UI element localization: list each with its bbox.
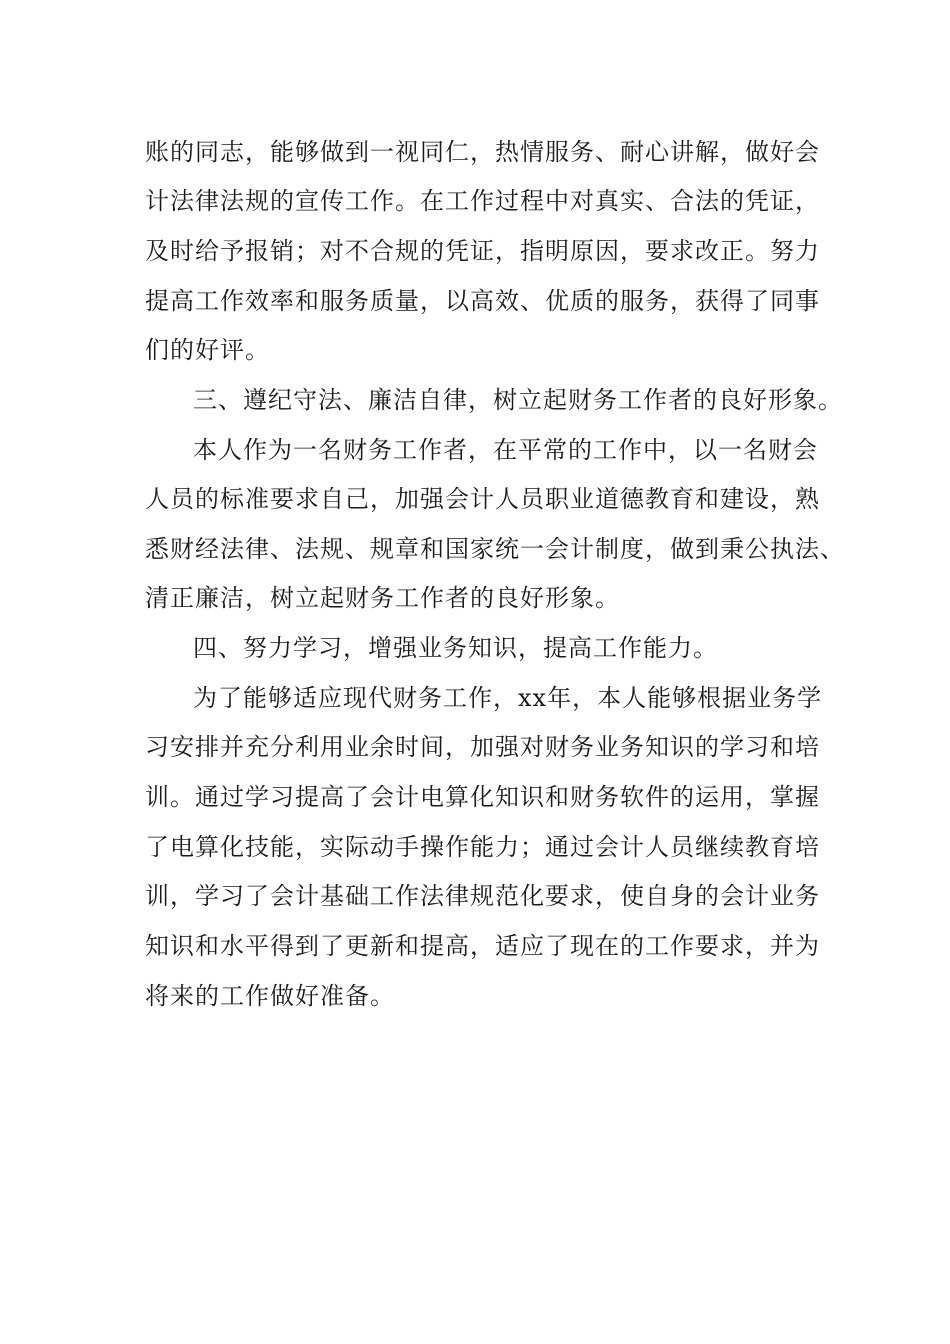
text-line: 计法律法规的宣传工作。在工作过程中对真实、合法的凭证， bbox=[145, 187, 820, 215]
text-line: 将来的工作做好准备。 bbox=[145, 982, 395, 1010]
text-line: 悉财经法律、法规、规章和国家统一会计制度，做到秉公执法、 bbox=[145, 535, 845, 563]
text-line: 账的同志，能够做到一视同仁，热情服务、耐心讲解，做好会 bbox=[145, 138, 820, 166]
text-line: 清正廉洁，树立起财务工作者的良好形象。 bbox=[145, 584, 620, 612]
text-line: 知识和水平得到了更新和提高，适应了现在的工作要求，并为 bbox=[145, 932, 820, 960]
text-line: 人员的标准要求自己，加强会计人员职业道德教育和建设，熟 bbox=[145, 485, 820, 513]
text-line: 及时给予报销；对不合规的凭证，指明原因，要求改正。努力 bbox=[145, 237, 820, 265]
text-line: 们的好评。 bbox=[145, 336, 270, 364]
text-line: 训，学习了会计基础工作法律规范化要求，使自身的会计业务 bbox=[145, 882, 820, 910]
text-line: 提高工作效率和服务质量，以高效、优质的服务，获得了同事 bbox=[145, 287, 820, 315]
text-line: 为了能够适应现代财务工作，xx年，本人能够根据业务学 bbox=[193, 684, 823, 712]
text-line: 了电算化技能，实际动手操作能力；通过会计人员继续教育培 bbox=[145, 833, 820, 861]
text-line: 习安排并充分利用业余时间，加强对财务业务知识的学习和培 bbox=[145, 733, 820, 761]
section-heading-4: 四、努力学习，增强业务知识，提高工作能力。 bbox=[193, 634, 718, 662]
text-line: 本人作为一名财务工作者，在平常的工作中，以一名财会 bbox=[193, 436, 818, 464]
section-heading-3: 三、遵纪守法、廉洁自律，树立起财务工作者的良好形象。 bbox=[193, 386, 843, 414]
text-line: 训。通过学习提高了会计电算化知识和财务软件的运用，掌握 bbox=[145, 783, 820, 811]
